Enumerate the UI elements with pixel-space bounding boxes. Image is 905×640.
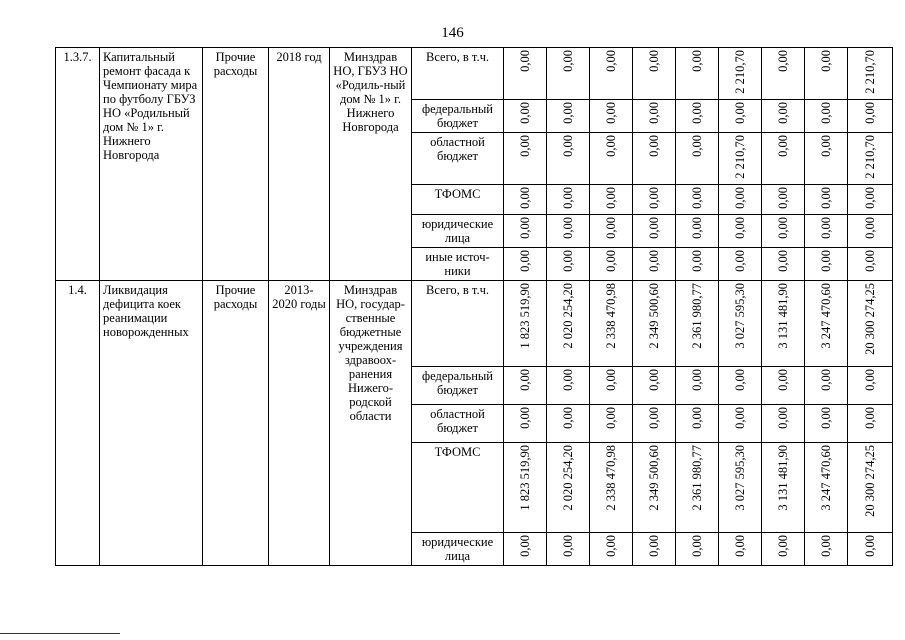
- value-cell: [719, 532, 762, 565]
- row-type: Прочие расходы: [203, 48, 269, 281]
- value-cell: [676, 133, 719, 185]
- value-text: 20 300 274,25: [863, 282, 877, 355]
- value-text: 0,00: [776, 368, 790, 391]
- value-text: 0,00: [863, 406, 877, 429]
- value-cell: [676, 442, 719, 532]
- value-cell: [547, 214, 590, 247]
- value-cell: [590, 442, 633, 532]
- value-text: 0,00: [733, 186, 747, 209]
- value-cell: [504, 214, 547, 247]
- value-cell: [633, 133, 676, 185]
- value-cell: [633, 280, 676, 366]
- value-text: 0,00: [776, 534, 790, 557]
- value-text: 2 210,70: [733, 50, 747, 94]
- value-text: 0,00: [776, 186, 790, 209]
- value-cell: [848, 280, 893, 366]
- value-text: 0,00: [733, 102, 747, 124]
- value-cell: [504, 280, 547, 366]
- funding-source-label: ТФОМС: [412, 442, 504, 532]
- value-text: 0,00: [863, 102, 877, 124]
- page-number: 146: [441, 25, 464, 41]
- value-cell: [590, 184, 633, 214]
- value-text: 0,00: [561, 368, 575, 391]
- value-text: 0,00: [733, 534, 747, 557]
- value-text: 0,00: [561, 249, 575, 272]
- value-cell: [590, 247, 633, 280]
- value-cell: [805, 133, 848, 185]
- value-text: 0,00: [863, 249, 877, 272]
- value-cell: [848, 247, 893, 280]
- value-text: 0,00: [604, 249, 618, 272]
- value-text: 0,00: [561, 534, 575, 557]
- value-text: 2 361 980,77: [690, 444, 704, 511]
- value-cell: [848, 442, 893, 532]
- value-cell: [848, 532, 893, 565]
- value-cell: [848, 184, 893, 214]
- value-cell: [504, 532, 547, 565]
- budget-table: [55, 47, 893, 566]
- value-cell: [633, 48, 676, 100]
- value-cell: [719, 214, 762, 247]
- value-text: 0,00: [604, 50, 618, 72]
- value-text: 0,00: [863, 534, 877, 557]
- value-cell: [762, 366, 805, 404]
- value-text: 0,00: [518, 102, 532, 124]
- row-period: 2018 год: [269, 48, 330, 281]
- value-cell: [719, 442, 762, 532]
- value-text: 0,00: [776, 135, 790, 157]
- value-text: 1 823 519,90: [518, 282, 532, 349]
- funding-source-label: юридические лица: [412, 214, 504, 247]
- value-cell: [547, 100, 590, 133]
- value-cell: [547, 532, 590, 565]
- value-cell: [590, 280, 633, 366]
- value-text: 0,00: [819, 368, 833, 391]
- value-text: 0,00: [776, 216, 790, 239]
- value-text: 0,00: [518, 216, 532, 239]
- value-text: 0,00: [518, 135, 532, 157]
- value-cell: [633, 442, 676, 532]
- value-cell: [676, 404, 719, 442]
- value-text: 0,00: [863, 368, 877, 391]
- value-text: 0,00: [819, 135, 833, 157]
- value-text: 0,00: [819, 102, 833, 124]
- value-text: 0,00: [776, 50, 790, 72]
- value-cell: [547, 404, 590, 442]
- value-text: 0,00: [518, 368, 532, 391]
- row-period: 2013-2020 годы: [269, 280, 330, 565]
- value-text: 0,00: [604, 102, 618, 124]
- value-text: 0,00: [690, 102, 704, 124]
- value-text: 2 361 980,77: [690, 282, 704, 349]
- value-text: 0,00: [604, 135, 618, 157]
- value-text: 2 020 254,20: [561, 282, 575, 349]
- value-text: 0,00: [819, 216, 833, 239]
- value-cell: [719, 184, 762, 214]
- value-cell: [805, 214, 848, 247]
- value-cell: [633, 404, 676, 442]
- value-text: 0,00: [733, 368, 747, 391]
- value-text: 0,00: [604, 186, 618, 209]
- value-cell: [762, 280, 805, 366]
- value-cell: [719, 366, 762, 404]
- value-text: 0,00: [647, 50, 661, 72]
- row-executor: Минздрав НО, ГБУЗ НО «Родиль-ный дом № 1» г. Нижнего Новгорода: [330, 48, 412, 281]
- value-text: 0,00: [604, 368, 618, 391]
- value-cell: [633, 366, 676, 404]
- value-cell: [805, 442, 848, 532]
- value-cell: [805, 247, 848, 280]
- value-cell: [676, 100, 719, 133]
- value-cell: [547, 184, 590, 214]
- value-text: 0,00: [690, 186, 704, 209]
- value-text: 0,00: [518, 186, 532, 209]
- value-cell: [719, 100, 762, 133]
- funding-source-label: областной бюджет: [412, 133, 504, 185]
- value-cell: [719, 133, 762, 185]
- row-num: 1.4.: [56, 280, 100, 565]
- value-cell: [504, 404, 547, 442]
- value-text: 2 210,70: [863, 50, 877, 94]
- row-name: Капитальный ремонт фасада к Чемпионату мира по футболу ГБУЗ НО «Родильный дом № 1» г. Нижнего Новгорода: [100, 48, 203, 281]
- value-cell: [676, 48, 719, 100]
- value-text: 0,00: [561, 216, 575, 239]
- funding-source-label: Всего, в т.ч.: [412, 280, 504, 366]
- value-text: 0,00: [690, 534, 704, 557]
- value-text: 0,00: [604, 216, 618, 239]
- value-cell: [590, 366, 633, 404]
- value-text: 0,00: [819, 534, 833, 557]
- value-text: 0,00: [733, 249, 747, 272]
- value-cell: [633, 100, 676, 133]
- value-text: 0,00: [776, 249, 790, 272]
- value-cell: [719, 404, 762, 442]
- value-cell: [762, 48, 805, 100]
- value-cell: [504, 48, 547, 100]
- value-text: 0,00: [819, 249, 833, 272]
- row-num: 1.3.7.: [56, 48, 100, 281]
- row-executor: Минздрав НО, государ-ственные бюджетные учреждения здравоох-ранения Нижего-родской области: [330, 280, 412, 565]
- value-text: 0,00: [561, 135, 575, 157]
- row-type: Прочие расходы: [203, 280, 269, 565]
- value-text: 0,00: [690, 50, 704, 72]
- value-cell: [762, 133, 805, 185]
- value-text: 0,00: [647, 406, 661, 429]
- value-text: 0,00: [604, 534, 618, 557]
- value-cell: [590, 404, 633, 442]
- value-cell: [762, 214, 805, 247]
- value-cell: [633, 532, 676, 565]
- value-text: 0,00: [690, 216, 704, 239]
- value-cell: [805, 280, 848, 366]
- value-cell: [590, 133, 633, 185]
- value-cell: [719, 280, 762, 366]
- value-text: 2 210,70: [863, 135, 877, 179]
- value-cell: [848, 366, 893, 404]
- value-text: 3 131 481,90: [776, 444, 790, 511]
- value-cell: [504, 184, 547, 214]
- value-cell: [676, 366, 719, 404]
- value-text: 0,00: [733, 406, 747, 429]
- value-cell: [676, 214, 719, 247]
- value-cell: [848, 214, 893, 247]
- value-cell: [762, 247, 805, 280]
- value-cell: [848, 100, 893, 133]
- funding-source-label: иные источ-ники: [412, 247, 504, 280]
- value-cell: [805, 100, 848, 133]
- value-cell: [762, 404, 805, 442]
- value-cell: [590, 532, 633, 565]
- value-text: 0,00: [819, 406, 833, 429]
- value-cell: [805, 404, 848, 442]
- value-text: 0,00: [690, 249, 704, 272]
- funding-source-label: федеральный бюджет: [412, 100, 504, 133]
- value-cell: [633, 214, 676, 247]
- value-text: 0,00: [561, 186, 575, 209]
- value-cell: [590, 48, 633, 100]
- value-cell: [590, 214, 633, 247]
- value-cell: [676, 280, 719, 366]
- value-text: 3 027 595,30: [733, 444, 747, 511]
- value-text: 3 131 481,90: [776, 282, 790, 349]
- table-row: [56, 48, 893, 100]
- value-text: 0,00: [518, 50, 532, 72]
- value-text: 0,00: [561, 102, 575, 124]
- value-text: 1 823 519,90: [518, 444, 532, 511]
- value-text: 3 027 595,30: [733, 282, 747, 349]
- value-text: 0,00: [647, 186, 661, 209]
- value-cell: [762, 184, 805, 214]
- value-text: 0,00: [647, 534, 661, 557]
- funding-source-label: областной бюджет: [412, 404, 504, 442]
- value-text: 0,00: [647, 249, 661, 272]
- value-cell: [805, 184, 848, 214]
- row-name: Ликвидация дефицита коек реанимации новорожденных: [100, 280, 203, 565]
- value-cell: [676, 184, 719, 214]
- value-text: 0,00: [647, 368, 661, 391]
- value-text: 2 020 254,20: [561, 444, 575, 511]
- value-text: 0,00: [819, 186, 833, 209]
- value-text: 2 338 470,98: [604, 444, 618, 511]
- value-text: 0,00: [518, 249, 532, 272]
- value-cell: [848, 133, 893, 185]
- value-text: 0,00: [819, 50, 833, 72]
- value-cell: [504, 133, 547, 185]
- value-text: 0,00: [518, 406, 532, 429]
- scan-artifact-line: [0, 633, 120, 634]
- value-text: 3 247 470,60: [819, 444, 833, 511]
- value-cell: [719, 48, 762, 100]
- value-text: 2 349 500,60: [647, 282, 661, 349]
- value-cell: [805, 48, 848, 100]
- value-cell: [547, 366, 590, 404]
- value-cell: [547, 133, 590, 185]
- value-cell: [547, 247, 590, 280]
- value-text: 0,00: [561, 406, 575, 429]
- value-cell: [504, 100, 547, 133]
- funding-source-label: Всего, в т.ч.: [412, 48, 504, 100]
- value-text: 0,00: [518, 534, 532, 557]
- funding-source-label: юридические лица: [412, 532, 504, 565]
- value-cell: [805, 366, 848, 404]
- value-text: 20 300 274,25: [863, 444, 877, 517]
- value-text: 0,00: [863, 186, 877, 209]
- value-cell: [504, 442, 547, 532]
- value-cell: [547, 442, 590, 532]
- value-cell: [504, 247, 547, 280]
- value-text: 0,00: [604, 406, 618, 429]
- value-cell: [848, 48, 893, 100]
- value-cell: [762, 100, 805, 133]
- table-row: [56, 280, 893, 366]
- value-cell: [676, 247, 719, 280]
- value-text: 0,00: [776, 406, 790, 429]
- value-text: 0,00: [647, 135, 661, 157]
- value-text: 0,00: [863, 216, 877, 239]
- value-cell: [504, 366, 547, 404]
- value-text: 2 349 500,60: [647, 444, 661, 511]
- value-cell: [848, 404, 893, 442]
- value-text: 0,00: [733, 216, 747, 239]
- value-text: 2 338 470,98: [604, 282, 618, 349]
- value-cell: [590, 100, 633, 133]
- value-text: 3 247 470,60: [819, 282, 833, 349]
- value-cell: [547, 48, 590, 100]
- value-cell: [633, 247, 676, 280]
- value-text: 0,00: [647, 216, 661, 239]
- value-cell: [805, 532, 848, 565]
- value-text: 0,00: [690, 135, 704, 157]
- value-cell: [676, 532, 719, 565]
- value-text: 0,00: [561, 50, 575, 72]
- funding-source-label: федеральный бюджет: [412, 366, 504, 404]
- value-text: 0,00: [776, 102, 790, 124]
- value-cell: [547, 280, 590, 366]
- value-text: 0,00: [690, 406, 704, 429]
- value-cell: [762, 532, 805, 565]
- funding-source-label: ТФОМС: [412, 184, 504, 214]
- value-cell: [762, 442, 805, 532]
- value-text: 0,00: [647, 102, 661, 124]
- value-cell: [633, 184, 676, 214]
- value-text: 2 210,70: [733, 135, 747, 179]
- value-text: 0,00: [690, 368, 704, 391]
- value-cell: [719, 247, 762, 280]
